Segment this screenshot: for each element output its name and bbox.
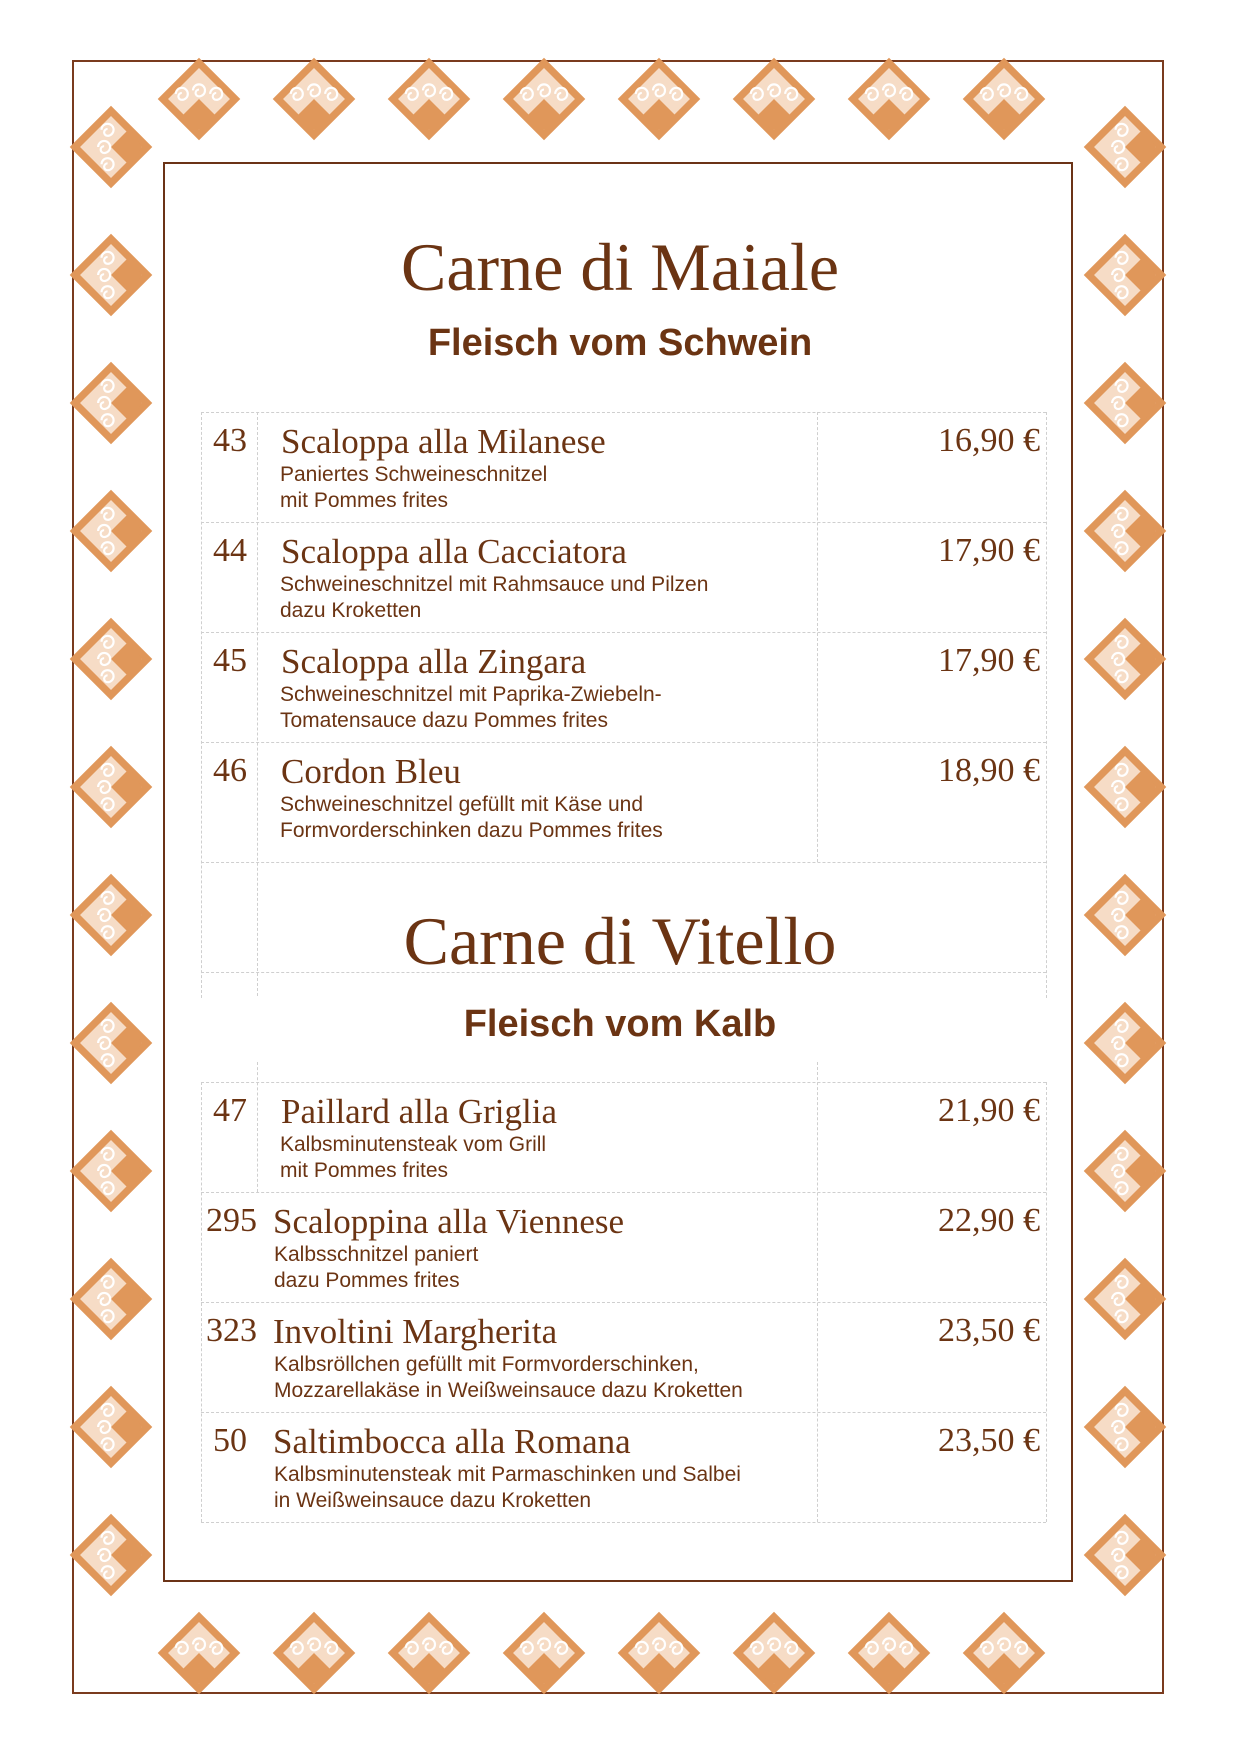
item-description-line: Tomatensauce dazu Pommes frites xyxy=(280,709,608,732)
item-name: Scaloppa alla Cacciatora xyxy=(281,532,627,571)
item-name: Involtini Margherita xyxy=(273,1312,558,1351)
item-price: 22,90 € xyxy=(938,1202,1040,1239)
item-description-line: Kalbsschnitzel paniert xyxy=(274,1243,479,1266)
menu-item xyxy=(201,1082,1046,1192)
item-number: 295 xyxy=(206,1202,257,1239)
ornament-tile xyxy=(1082,1384,1168,1470)
section-title: Carne di Maiale xyxy=(400,229,840,305)
ornament-tile xyxy=(156,1610,242,1696)
ornament-tile xyxy=(386,56,472,142)
ornament-tile xyxy=(616,1610,702,1696)
section-title: Carne di Vitello xyxy=(403,903,837,979)
ornament-tile xyxy=(731,56,817,142)
menu-item xyxy=(201,632,1046,742)
item-description xyxy=(280,462,547,514)
ornament-tile xyxy=(271,1610,357,1696)
table-grid-line xyxy=(201,1522,1046,1523)
section-subtitle: Fleisch vom Schwein xyxy=(427,322,813,364)
ornament-tile xyxy=(1082,488,1168,574)
item-number: 323 xyxy=(206,1312,257,1349)
ornament-tile xyxy=(386,1610,472,1696)
item-number: 43 xyxy=(213,422,247,459)
item-number: 44 xyxy=(213,532,247,569)
item-number: 47 xyxy=(213,1092,247,1129)
ornament-tile xyxy=(846,1610,932,1696)
ornament-tile xyxy=(731,1610,817,1696)
item-number: 45 xyxy=(213,642,247,679)
item-description xyxy=(274,1462,741,1514)
item-name: Scaloppina alla Viennese xyxy=(273,1202,625,1241)
item-price: 17,90 € xyxy=(938,642,1040,679)
item-description-line: Kalbsminutensteak mit Parmaschinken und Salbei xyxy=(274,1463,741,1486)
ornament-tile xyxy=(1082,104,1168,190)
item-description-line: Kalbsminutensteak vom Grill xyxy=(280,1133,547,1156)
menu-item xyxy=(201,1412,1046,1522)
item-name: Cordon Bleu xyxy=(281,752,461,791)
item-price: 17,90 € xyxy=(938,532,1040,569)
item-description-line: Schweineschnitzel mit Rahmsauce und Pilzen xyxy=(280,573,709,596)
item-name: Scaloppa alla Zingara xyxy=(281,642,587,681)
ornament-tile xyxy=(961,56,1047,142)
ornament-tile xyxy=(501,1610,587,1696)
item-description-line: mit Pommes frites xyxy=(280,1159,449,1182)
ornament-tile xyxy=(846,56,932,142)
ornament-tile xyxy=(1082,1512,1168,1598)
item-description-line: Schweineschnitzel mit Paprika-Zwiebeln- xyxy=(280,683,662,706)
item-name: Scaloppa alla Milanese xyxy=(281,422,606,461)
item-description-line: Schweineschnitzel gefüllt mit Käse und xyxy=(280,793,644,816)
item-description-line: Kalbsröllchen gefüllt mit Formvorderschinken, xyxy=(274,1353,699,1376)
menu-item xyxy=(201,1192,1046,1302)
ornament-tile xyxy=(616,56,702,142)
menu-item xyxy=(201,522,1046,632)
item-description xyxy=(280,572,708,624)
item-number: 50 xyxy=(213,1422,247,1459)
ornament-tile xyxy=(68,1384,154,1470)
item-description-line: dazu Pommes frites xyxy=(274,1269,460,1292)
item-description xyxy=(280,1132,546,1184)
item-description xyxy=(280,792,663,844)
table-grid-line xyxy=(1046,1082,1047,1522)
ornament-tile xyxy=(68,360,154,446)
ornament-tile xyxy=(1082,1256,1168,1342)
item-price: 18,90 € xyxy=(938,752,1040,789)
ornament-tile xyxy=(68,488,154,574)
item-description-line: dazu Kroketten xyxy=(280,599,422,622)
item-description-line: Formvorderschinken dazu Pommes frites xyxy=(280,819,663,842)
item-description xyxy=(274,1352,743,1404)
ornament-tile xyxy=(1082,744,1168,830)
table-grid-line xyxy=(201,862,1046,863)
ornament-tile xyxy=(501,56,587,142)
ornament-tile xyxy=(68,104,154,190)
menu-item xyxy=(201,412,1046,522)
item-price: 23,50 € xyxy=(938,1312,1040,1349)
ornament-tile xyxy=(68,1256,154,1342)
menu-item xyxy=(201,742,1046,852)
item-name: Saltimbocca alla Romana xyxy=(273,1422,631,1461)
section-subtitle: Fleisch vom Kalb xyxy=(463,1003,777,1045)
item-name: Paillard alla Griglia xyxy=(281,1092,558,1131)
ornament-tile xyxy=(156,56,242,142)
ornament-tile xyxy=(271,56,357,142)
ornament-tile xyxy=(68,616,154,702)
item-description-line: mit Pommes frites xyxy=(280,489,449,512)
ornament-tile xyxy=(68,1128,154,1214)
item-description xyxy=(280,682,662,734)
item-price: 16,90 € xyxy=(938,422,1040,459)
item-description-line: Paniertes Schweineschnitzel xyxy=(280,463,548,486)
item-description-line: Mozzarellakäse in Weißweinsauce dazu Kroketten xyxy=(274,1379,743,1402)
item-price: 23,50 € xyxy=(938,1422,1040,1459)
ornament-tile xyxy=(1082,1128,1168,1214)
ornament-tile xyxy=(68,1512,154,1598)
item-description xyxy=(274,1242,478,1294)
ornament-tile xyxy=(1082,360,1168,446)
item-description-line: in Weißweinsauce dazu Kroketten xyxy=(274,1489,592,1512)
item-number: 46 xyxy=(213,752,247,789)
ornament-tile xyxy=(1082,616,1168,702)
ornament-tile xyxy=(68,744,154,830)
menu-item xyxy=(201,1302,1046,1412)
ornament-tile xyxy=(961,1610,1047,1696)
item-price: 21,90 € xyxy=(938,1092,1040,1129)
